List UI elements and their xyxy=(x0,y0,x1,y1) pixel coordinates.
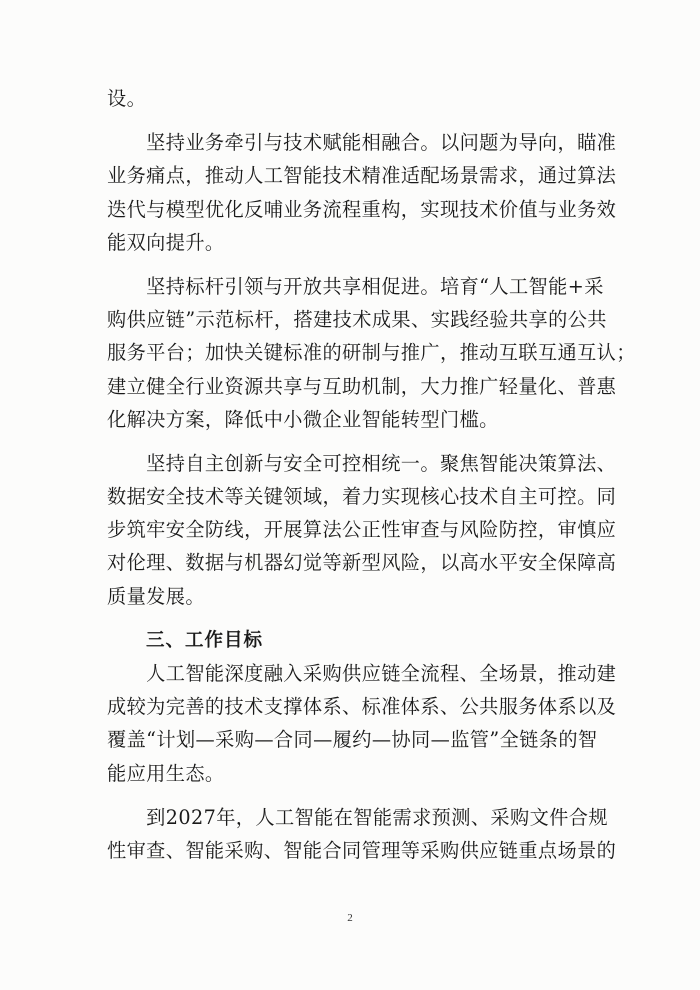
text-line: 数据安全技术等关键领域，着力实现核心技术自主可控。同 xyxy=(107,485,617,509)
text-line: 成较为完善的技术支撑体系、标准体系、公共服务体系以及 xyxy=(107,695,617,719)
text-line: 对伦理、数据与机器幻觉等新型风险，以高水平安全保障高 xyxy=(107,551,617,575)
text-line: 服务平台；加快关键标准的研制与推广，推动互联互通互认； xyxy=(107,341,636,365)
text-line: 化解决方案，降低中小微企业智能转型门槛。 xyxy=(107,407,499,431)
text-line: 覆盖“计划—采购—合同—履约—协同—监管”全链条的智 xyxy=(107,728,598,752)
text-line: 建立健全行业资源共享与互助机制，大力推广轻量化、普惠 xyxy=(107,374,617,398)
text-line: 人工智能深度融入采购供应链全流程、全场景，推动建 xyxy=(107,662,617,685)
text-line: 步筑牢安全防线，开展算法公正性审查与风险防控，审慎应 xyxy=(107,518,617,542)
text-line: 能应用生态。 xyxy=(107,761,225,785)
text-line: 质量发展。 xyxy=(107,584,205,608)
text-line: 迭代与模型优化反哺业务流程重构，实现技术价值与业务效 xyxy=(107,197,617,221)
text-line: 性审查、智能采购、智能合同管理等采购供应链重点场景的 xyxy=(107,838,617,862)
page-number: 2 xyxy=(347,912,353,924)
text-line: 坚持标杆引领与开放共享相促进。培育“人工智能+采 xyxy=(107,274,604,298)
section-heading: 三、工作目标 xyxy=(107,629,264,651)
text-line: 坚持业务牵引与技术赋能相融合。以问题为导向，瞄准 xyxy=(107,131,617,155)
text-line: 能双向提升。 xyxy=(107,230,225,254)
text-line: 业务痛点，推动人工智能技术精准适配场景需求，通过算法 xyxy=(107,164,617,188)
document-body xyxy=(107,82,636,867)
text-line: 设。 xyxy=(107,87,147,110)
text-line: 坚持自主创新与安全可控相统一。聚焦智能决策算法、 xyxy=(107,451,617,475)
text-line: 到2027年，人工智能在智能需求预测、采购文件合规 xyxy=(107,805,608,829)
text-line: 购供应链”示范标杆，搭建技术成果、实践经验共享的公共 xyxy=(107,308,607,332)
